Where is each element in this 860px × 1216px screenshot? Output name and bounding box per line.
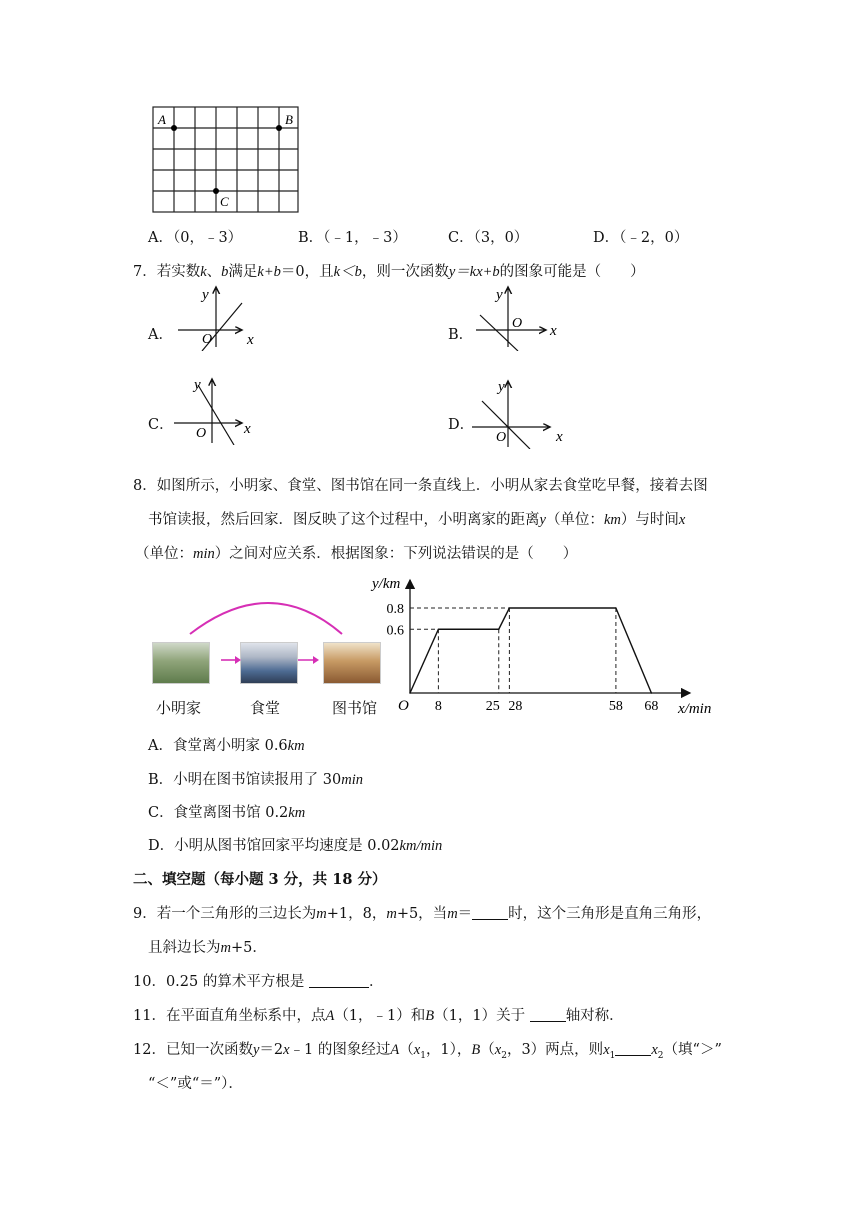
subscript: 2 — [657, 1050, 664, 1061]
q6-option-d — [593, 226, 688, 247]
axis-x-label: x — [550, 323, 557, 339]
option-label: B． — [298, 230, 324, 246]
stem-text: 若一个三角形的三边长为 — [156, 906, 317, 922]
stem-text: ﹣1 的图象经过 — [289, 1042, 391, 1058]
q8-option-c — [148, 801, 305, 822]
var-m: m — [386, 906, 397, 922]
q7-graph-d — [470, 375, 570, 449]
stem-text: 且斜边长为 — [148, 940, 221, 956]
stem-text: （单位： — [135, 546, 193, 562]
option-unit: km — [288, 805, 306, 821]
option-text: （3，0） — [473, 230, 529, 246]
question-number: 9． — [133, 906, 157, 922]
stem-text: ，3）两点，则 — [506, 1042, 604, 1058]
stem-text: +5． — [230, 940, 267, 956]
axis-x-label: x — [556, 429, 563, 445]
stem-text: （ — [399, 1042, 414, 1058]
axis-x-label: x — [247, 332, 254, 348]
stem-text: 时，这个三角形是直角三角形， — [508, 906, 712, 922]
var-x1: x — [413, 1042, 421, 1058]
data-point — [509, 607, 511, 609]
point-a — [171, 125, 177, 131]
question-number: 10． — [133, 974, 166, 990]
option-unit: km — [287, 738, 305, 754]
data-point — [498, 628, 500, 630]
y-tick-label: 0.8 — [386, 602, 404, 617]
x-tick-label: 28 — [508, 699, 523, 714]
q7-stem — [133, 260, 645, 281]
x-tick-label: 25 — [485, 699, 500, 714]
stem-text: 如图所示，小明家、食堂、图书馆在同一条直线上．小明从家去食堂吃早餐，接着去图 — [156, 478, 708, 494]
place-home: 小明家 — [156, 699, 202, 717]
stem-text: 书馆读报，然后回家．图反映了这个过程中，小明离家的距离 — [148, 512, 540, 528]
stem-text: 满足 — [228, 264, 258, 280]
data-segment — [410, 629, 438, 693]
data-point — [409, 692, 411, 694]
var-y: y — [252, 1042, 260, 1058]
option-unit: km/min — [399, 838, 443, 854]
axis-y-label: y — [194, 377, 201, 393]
q8-option-a — [148, 734, 305, 755]
q6-option-b — [298, 226, 407, 247]
home-photo — [152, 642, 210, 684]
q7-graph-b — [474, 283, 564, 351]
option-text: 小明在图书馆读报用了 30 — [173, 772, 342, 788]
stem-text: （单位： — [545, 512, 604, 528]
function: y＝kx+b — [448, 264, 500, 280]
stem-text: 在平面直角坐标系中，点 — [165, 1008, 326, 1024]
q7-option-b-label: B． — [448, 327, 474, 343]
var-x2: x — [651, 1042, 658, 1058]
origin-label: O — [512, 316, 523, 331]
x-tick-label: 58 — [608, 699, 623, 714]
label-c: C — [220, 194, 229, 209]
unit-min: min — [193, 546, 215, 562]
x-tick-label: 8 — [434, 699, 442, 714]
label-a: A — [158, 112, 166, 127]
question-number: 12． — [133, 1042, 166, 1058]
stem-text: +1，8， — [326, 906, 387, 922]
stem-text: ． — [368, 974, 384, 990]
point-c — [213, 188, 219, 194]
question-number: 7． — [133, 264, 157, 280]
var-x1: x — [603, 1042, 610, 1058]
stem-text: ）之间对应关系．根据图象：下列说法错误的是（ ） — [214, 546, 578, 562]
q8-stem-line2 — [148, 508, 685, 529]
unit-km: km — [603, 512, 621, 528]
q8-distance-time-chart — [360, 570, 730, 720]
var-b: b — [221, 264, 229, 280]
var-m: m — [447, 906, 458, 922]
var-m: m — [316, 906, 327, 922]
point-b — [276, 125, 282, 131]
data-point — [651, 692, 653, 694]
stem-text: ＝2 — [259, 1042, 284, 1058]
answer-blank[interactable] — [472, 905, 508, 920]
condition: k＜b — [333, 264, 362, 280]
stem-text: 0.25 的算术平方根是 — [165, 974, 305, 990]
q9-line2 — [148, 936, 267, 957]
route-arrows — [205, 652, 325, 668]
condition: k+b — [257, 264, 281, 280]
stem-text: 若实数 — [156, 264, 201, 280]
q11-stem — [133, 1004, 624, 1025]
place-library: 图书馆 — [332, 699, 378, 717]
var-x: x — [678, 512, 686, 528]
origin-label: O — [496, 430, 507, 445]
var-m: m — [220, 940, 231, 956]
answer-blank[interactable] — [530, 1007, 566, 1022]
answer-blank[interactable] — [615, 1041, 651, 1056]
section-title: 二、填空题（每小题 3 分，共 18 分） — [133, 871, 387, 888]
x-tick-label: 68 — [644, 699, 659, 714]
stem-text: ，则一次函数 — [361, 264, 449, 280]
option-label: C． — [448, 230, 474, 246]
q8-stem-line3 — [135, 542, 577, 563]
axis-x-label: x — [244, 421, 251, 437]
subscript: 1 — [609, 1050, 616, 1061]
q12-line1 — [133, 1038, 722, 1061]
stem-text: 的图象可能是（ ） — [499, 264, 645, 280]
option-text: 食堂离图书馆 0.2 — [173, 805, 289, 821]
data-segment — [499, 608, 510, 629]
option-text: （﹣2，0） — [619, 230, 689, 246]
x-axis-label: x/min — [678, 701, 712, 717]
subscript: 1 — [420, 1050, 426, 1061]
point-a-label: A — [390, 1042, 400, 1058]
var-k: k — [200, 264, 207, 280]
option-label: A． — [148, 230, 173, 246]
axis-y-label: y — [498, 379, 505, 395]
stem-text: +5，当 — [396, 906, 448, 922]
q8-option-d — [148, 834, 442, 855]
stem-text: “＜”或“＝”）． — [148, 1076, 243, 1092]
question-number: 8． — [133, 478, 157, 494]
origin-label: O — [202, 332, 213, 347]
subscript: 2 — [501, 1050, 507, 1061]
stem-text: 轴对称． — [565, 1008, 624, 1024]
option-label: B． — [148, 772, 174, 788]
stem-text: ＝ — [457, 906, 473, 922]
origin-label: O — [398, 698, 409, 714]
q7-option-d-label: D． — [448, 417, 475, 433]
q6-option-c — [448, 226, 528, 247]
option-unit: min — [341, 772, 363, 788]
q8-stem-line1 — [133, 474, 708, 495]
stem-text: （1，1）关于 — [434, 1008, 526, 1024]
q7-graph-c — [172, 373, 262, 445]
stem-text: （ — [480, 1042, 495, 1058]
q6-option-a — [148, 226, 242, 247]
option-label: D． — [593, 230, 620, 246]
q8-route-arc — [180, 590, 360, 640]
q7-graph-a — [176, 283, 266, 351]
option-label: C． — [148, 805, 174, 821]
q7-option-a-label: A． — [148, 327, 173, 343]
option-label: D． — [148, 838, 175, 854]
var-x2: x — [494, 1042, 502, 1058]
data-point — [615, 607, 617, 609]
option-text: （﹣1，﹣3） — [323, 230, 407, 246]
point-a-label: A — [325, 1008, 335, 1024]
option-text: 小明从图书馆回家平均速度是 0.02 — [174, 838, 400, 854]
question-number: 11． — [133, 1008, 166, 1024]
y-tick-label: 0.6 — [386, 623, 404, 639]
stem-text: ，1）， — [425, 1042, 472, 1058]
point-b-label: B — [471, 1042, 481, 1058]
var-x: x — [283, 1042, 290, 1058]
stem-text: 已知一次函数 — [165, 1042, 253, 1058]
option-text: （0，﹣3） — [172, 230, 243, 246]
option-text: 食堂离小明家 0.6 — [172, 738, 288, 754]
answer-blank[interactable] — [309, 973, 369, 988]
stem-text: ＝0，且 — [280, 264, 334, 280]
point-b-label: B — [425, 1008, 435, 1024]
label-b: B — [285, 112, 293, 127]
origin-label: O — [196, 426, 207, 441]
data-segment — [616, 608, 652, 693]
q12-line2 — [148, 1072, 243, 1093]
stem-text: ）与时间 — [620, 512, 679, 528]
place-canteen: 食堂 — [250, 699, 281, 717]
axis-y-label: y — [496, 287, 503, 303]
q7-option-c-label: C． — [148, 417, 174, 433]
y-axis-label: y/km — [372, 576, 401, 592]
stem-text: （填“＞” — [663, 1042, 722, 1058]
q8-option-b — [148, 768, 363, 789]
axis-y-label: y — [202, 287, 209, 303]
stem-text: （1，﹣1）和 — [334, 1008, 426, 1024]
q6-grid-figure — [148, 102, 308, 218]
var-y: y — [539, 512, 546, 528]
stem-text: 、 — [206, 264, 222, 280]
option-label: A． — [148, 738, 173, 754]
data-point — [438, 628, 440, 630]
q10-stem — [133, 970, 383, 991]
q9-line1 — [133, 902, 711, 923]
